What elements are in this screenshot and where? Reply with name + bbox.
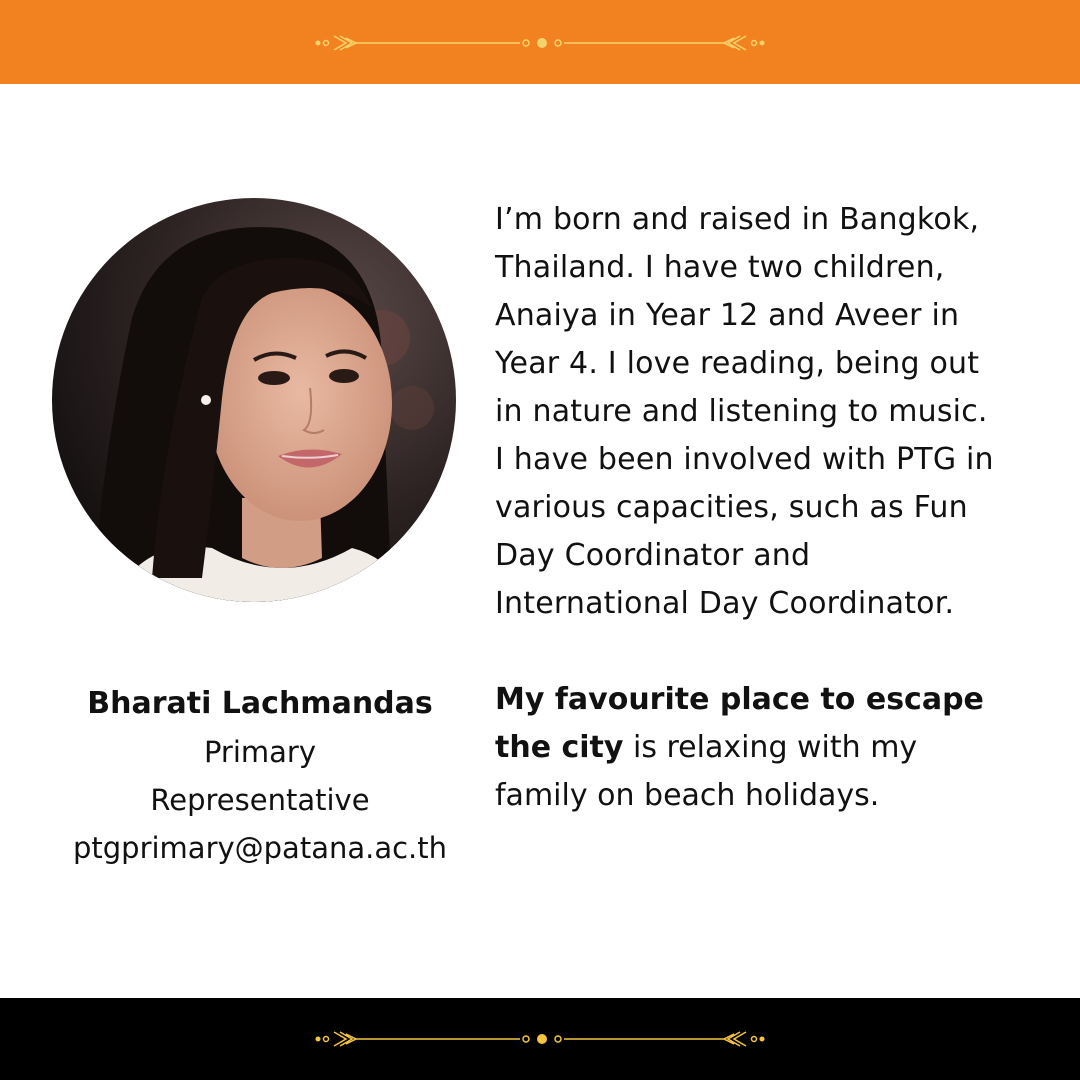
bio-line: I have been involved with PTG in <box>495 442 994 477</box>
top-banner <box>0 0 1080 84</box>
bottom-banner <box>0 998 1080 1080</box>
bio-line: Thailand. I have two children, <box>495 250 945 285</box>
profile-name: Bharati Lachmandas <box>87 686 433 721</box>
favourite-place-paragraph <box>495 676 1035 820</box>
bio-line: various capacities, such as Fun <box>495 490 968 525</box>
ornamental-divider-icon <box>0 998 1080 1080</box>
profile-role-line1: Primary <box>203 735 317 769</box>
favourite-text-line2: is relaxing with my <box>623 730 918 765</box>
favourite-heading-line1: My favourite place to escape <box>495 682 984 717</box>
bio-line: I’m born and raised in Bangkok, <box>495 202 980 237</box>
profile-role-line2: Representative <box>150 783 370 817</box>
portrait-photo <box>52 198 456 602</box>
bio-paragraph <box>495 196 1035 628</box>
bio-line: in nature and listening to music. <box>495 394 988 429</box>
favourite-heading-line2: the city <box>495 730 624 765</box>
bio-line: Day Coordinator and <box>495 538 811 573</box>
bio-line: Year 4. I love reading, being out <box>495 346 980 381</box>
ornamental-divider-icon <box>0 0 1080 84</box>
bio-line: Anaiya in Year 12 and Aveer in <box>495 298 960 333</box>
profile-email[interactable]: ptgprimary@patana.ac.th <box>72 831 448 865</box>
profile-caption <box>40 680 480 872</box>
favourite-text-line3: family on beach holidays. <box>495 778 880 813</box>
bio-line: International Day Coordinator. <box>495 586 955 621</box>
